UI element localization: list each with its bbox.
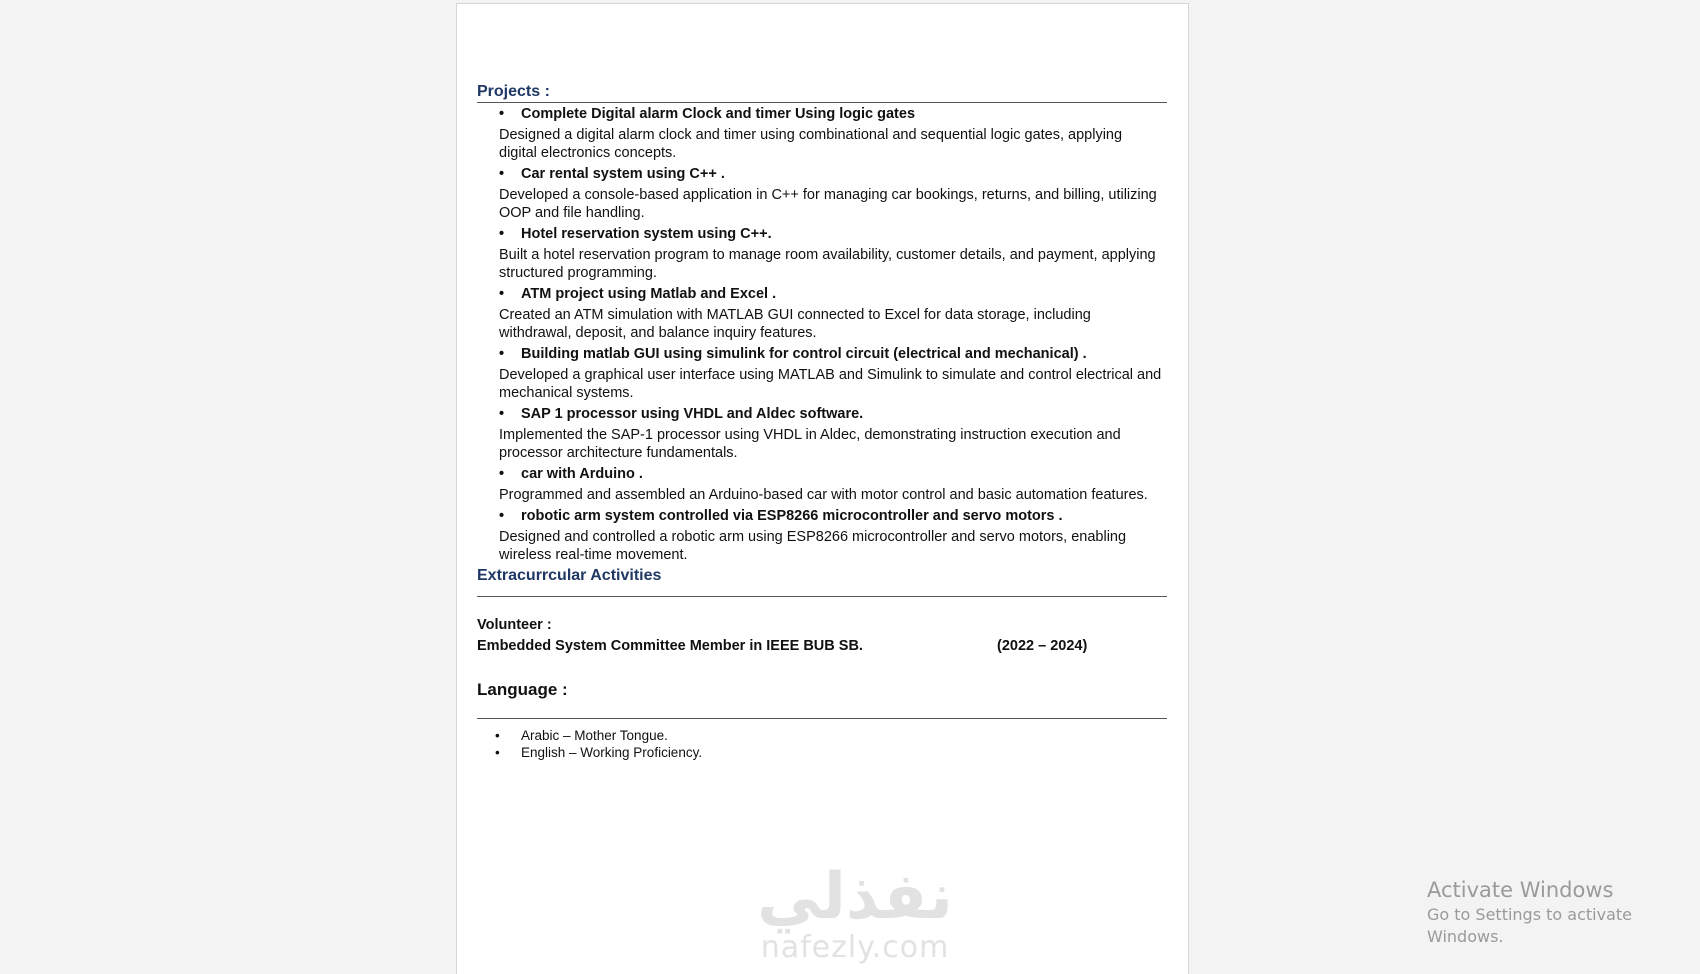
activate-windows-notice [1427, 876, 1700, 948]
project-item [477, 104, 1167, 162]
language-item: • Arabic – Mother Tongue. [477, 727, 1167, 744]
project-item [477, 224, 1167, 282]
watermark-arabic: نفذلي [757, 860, 953, 934]
language-list [477, 727, 1167, 761]
projects-heading: Projects : [477, 82, 1167, 103]
project-title: • Car rental system using C++ . [477, 164, 1167, 184]
volunteer-role: Embedded System Committee Member in IEEE BUB SB. [477, 638, 863, 654]
project-description: Developed a console-based application in C++ for managing car bookings, returns, and billing, utilizing OOP and file handling. [499, 187, 1157, 221]
project-title: • Building matlab GUI using simulink for control circuit (electrical and mechanical) . [477, 344, 1167, 364]
project-description: Designed a digital alarm clock and timer using combinational and sequential logic gates, applying digital electronics concepts. [499, 127, 1123, 161]
project-description: Programmed and assembled an Arduino-based car with motor control and basic automation features. [499, 487, 1148, 503]
volunteer-years: (2022 – 2024) [997, 638, 1088, 654]
project-list [477, 104, 1167, 564]
project-item [477, 404, 1167, 462]
project-item [477, 284, 1167, 342]
extracurricular-heading: Extracurrcular Activities [477, 567, 662, 584]
project-item [477, 464, 1167, 504]
activate-subtitle: Go to Settings to activate Windows. [1427, 905, 1632, 946]
project-title: • ATM project using Matlab and Excel . [477, 284, 1167, 304]
section-divider [477, 718, 1167, 719]
language-item: • English – Working Proficiency. [477, 744, 1167, 761]
project-title: • robotic arm system controlled via ESP8266 microcontroller and servo motors . [477, 506, 1167, 526]
page-content [477, 82, 1167, 761]
project-title: • Hotel reservation system using C++. [477, 224, 1167, 244]
project-description: Designed and controlled a robotic arm using ESP8266 microcontroller and servo motors, enabling wireless real-time movement. [499, 529, 1127, 563]
project-description: Built a hotel reservation program to manage room availability, customer details, and payment, applying structured programming. [499, 247, 1156, 281]
watermark-latin: nafezly.com [760, 930, 950, 965]
project-item [477, 164, 1167, 222]
project-title: • SAP 1 processor using VHDL and Aldec software. [477, 404, 1167, 424]
project-description: Developed a graphical user interface using MATLAB and Simulink to simulate and control electrical and mechanical systems. [499, 367, 1162, 401]
project-item [477, 344, 1167, 402]
activate-title: Activate Windows [1427, 878, 1614, 902]
project-description: Implemented the SAP-1 processor using VHDL in Aldec, demonstrating instruction execution and processor architecture fundamentals. [499, 427, 1121, 461]
volunteer-label: Volunteer : [477, 617, 552, 633]
project-description: Created an ATM simulation with MATLAB GUI connected to Excel for data storage, including withdrawal, deposit, and balance inquiry features. [499, 307, 1091, 341]
language-heading: Language : [477, 680, 568, 699]
project-title: • car with Arduino . [477, 464, 1167, 484]
section-divider [477, 596, 1167, 597]
nafezly-watermark [735, 862, 975, 964]
project-title: • Complete Digital alarm Clock and timer Using logic gates [477, 104, 1167, 124]
document-page [456, 3, 1189, 974]
volunteer-entry [477, 638, 1167, 658]
project-item [477, 506, 1167, 564]
